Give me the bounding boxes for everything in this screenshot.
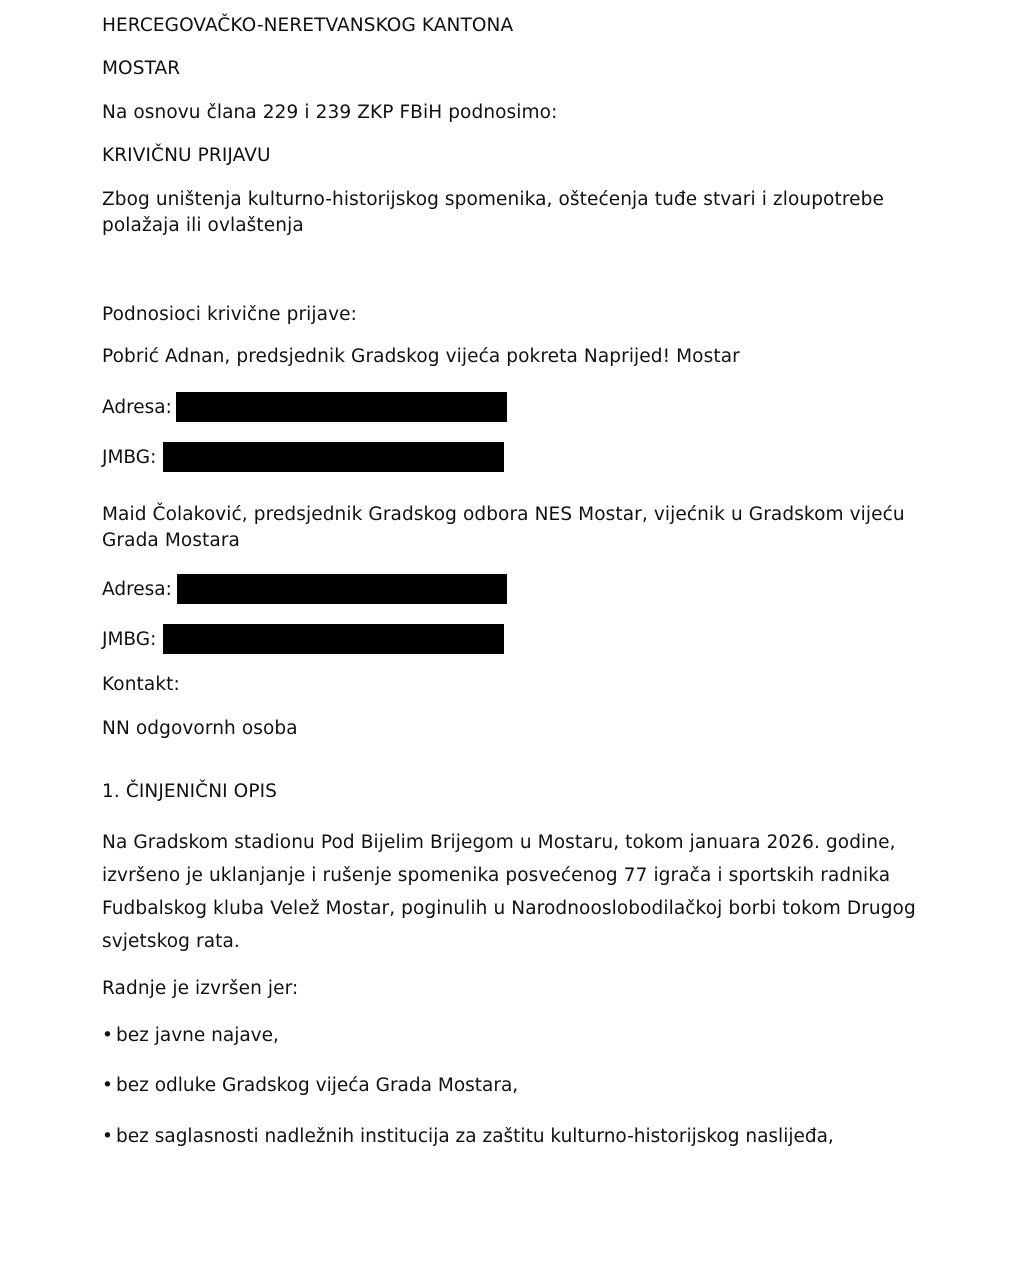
list-item bbox=[102, 1023, 279, 1049]
bullet-icon: • bbox=[102, 1025, 113, 1046]
list-item bbox=[102, 1124, 834, 1150]
filer1-jmbg-redaction bbox=[163, 442, 504, 472]
filer2-address-label: Adresa: bbox=[102, 578, 172, 600]
header-canton: HERCEGOVAČKO-NERETVANSKOG KANTONA bbox=[102, 15, 514, 36]
reason-paragraph: Zbog uništenja kulturno-historijskog spomenika, oštećenja tuđe stvari i zloupotrebe polažaja ili ovlaštenja bbox=[102, 189, 884, 236]
filer2-jmbg-label: JMBG: bbox=[102, 628, 157, 650]
list-item-text: bez odluke Gradskog vijeća Grada Mostara, bbox=[116, 1075, 519, 1096]
contact-label: Kontakt: bbox=[102, 674, 180, 695]
filer2-address-field bbox=[102, 574, 507, 604]
filer1-name: Pobrić Adnan, predsjednik Gradskog vijeća pokreta Naprijed! Mostar bbox=[102, 346, 740, 367]
list-item-text: bez javne najave, bbox=[116, 1025, 279, 1046]
filers-heading: Podnosioci krivične prijave: bbox=[102, 304, 357, 325]
filer2-address-redaction bbox=[177, 574, 507, 604]
section1-body: Na Gradskom stadionu Pod Bijelim Brijegom u Mostaru, tokom januara 2026. godine, izvršeno je uklanjanje i rušenje spomenika posvećenog 77 igrača i sportskih radnika Fudbalskog kluba Velež Mostar, poginulih u Narodnooslobodilačkoj borbi tokom Drugog svjetskog rata. bbox=[102, 832, 916, 952]
filer2-name: Maid Čolaković, predsjednik Gradskog odbora NES Mostar, vijećnik u Gradskom vijeću Grada Mostara bbox=[102, 504, 905, 551]
filer1-jmbg-label: JMBG: bbox=[102, 446, 157, 468]
filer2-jmbg-redaction bbox=[163, 624, 504, 654]
section1-title: 1. ČINJENIČNI OPIS bbox=[102, 781, 277, 802]
bullet-icon: • bbox=[102, 1075, 113, 1096]
legal-basis: Na osnovu člana 229 i 239 ZKP FBiH podnosimo: bbox=[102, 102, 558, 123]
document-type-title: KRIVIČNU PRIJAVU bbox=[102, 145, 271, 166]
accused-party: NN odgovornh osoba bbox=[102, 718, 298, 739]
header-city: MOSTAR bbox=[102, 58, 181, 79]
filer1-address-redaction bbox=[176, 392, 507, 422]
actions-intro: Radnje je izvršen jer: bbox=[102, 978, 299, 999]
bullet-icon: • bbox=[102, 1126, 113, 1147]
filer2-jmbg-field bbox=[102, 624, 504, 654]
filer1-jmbg-field bbox=[102, 442, 504, 472]
list-item bbox=[102, 1073, 518, 1099]
list-item-text: bez saglasnosti nadležnih institucija za zaštitu kulturno-historijskog naslijeđa, bbox=[116, 1126, 834, 1147]
filer1-address-field bbox=[102, 392, 507, 422]
filer1-address-label: Adresa: bbox=[102, 396, 172, 418]
